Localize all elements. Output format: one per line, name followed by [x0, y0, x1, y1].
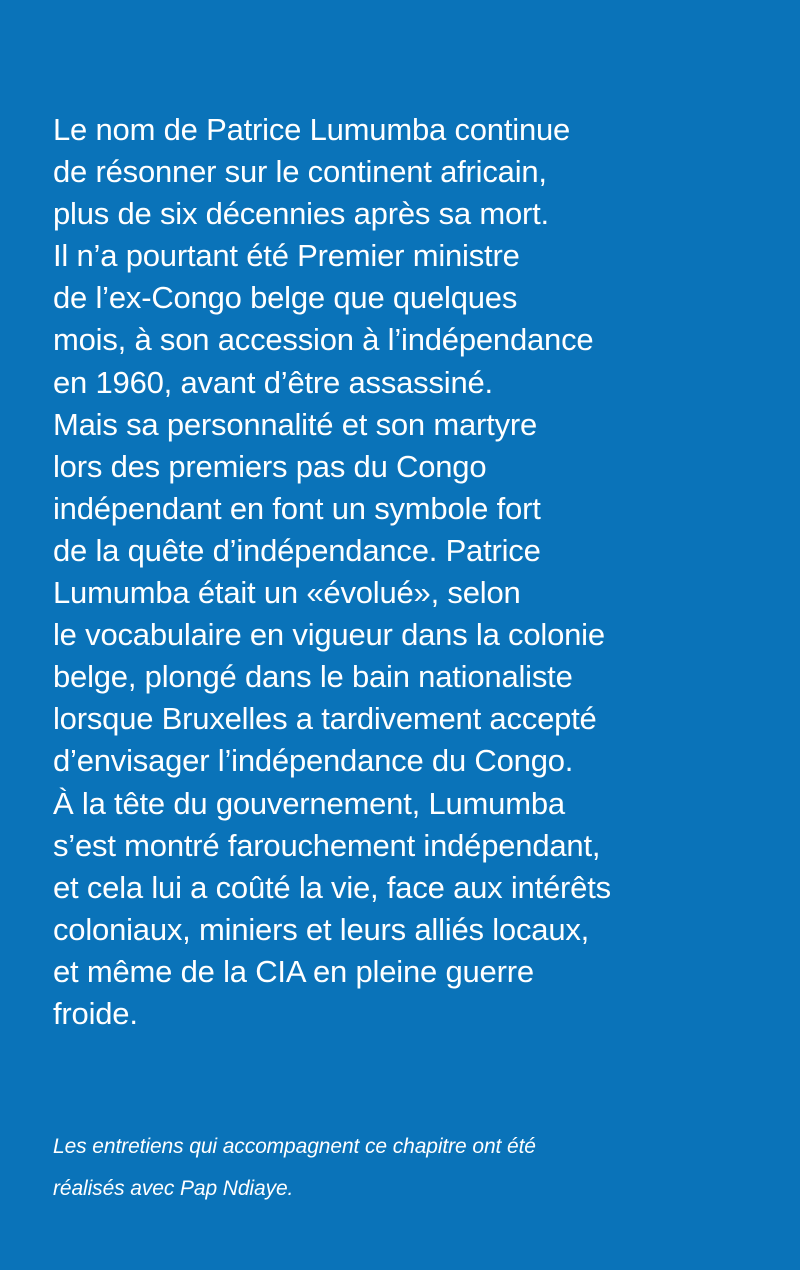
- paragraph-line: lors des premiers pas du Congo: [53, 448, 487, 484]
- footnote-line: réalisés avec Pap Ndiaye.: [53, 1177, 294, 1200]
- footnote-credit: [53, 1126, 536, 1210]
- paragraph-line: de l’ex-Congo belge que quelques: [53, 280, 518, 316]
- paragraph-line: À la tête du gouvernement, Lumumba: [53, 785, 565, 821]
- footnote-line: Les entretiens qui accompagnent ce chapitre ont été: [53, 1135, 536, 1158]
- paragraph-line: belge, plongé dans le bain nationaliste: [53, 659, 573, 695]
- paragraph-line: Lumumba était un «évolué», selon: [53, 575, 521, 611]
- paragraph-line: plus de six décennies après sa mort.: [53, 196, 549, 232]
- paragraph-line: Mais sa personnalité et son martyre: [53, 406, 538, 442]
- paragraph-line: et cela lui a coûté la vie, face aux intérêts: [53, 869, 611, 905]
- paragraph-line: indépendant en font un symbole fort: [53, 490, 541, 526]
- paragraph-line: de la quête d’indépendance. Patrice: [53, 532, 541, 568]
- paragraph-line: le vocabulaire en vigueur dans la colonie: [53, 617, 605, 653]
- paragraph-line: d’envisager l’indépendance du Congo.: [53, 743, 574, 779]
- paragraph-line: coloniaux, miniers et leurs alliés locaux,: [53, 911, 590, 947]
- paragraph-line: de résonner sur le continent africain,: [53, 154, 547, 190]
- paragraph-line: lorsque Bruxelles a tardivement accepté: [53, 701, 597, 737]
- body-paragraph: [53, 109, 611, 1035]
- paragraph-line: froide.: [53, 995, 138, 1031]
- paragraph-line: Il n’a pourtant été Premier ministre: [53, 238, 520, 274]
- paragraph-line: et même de la CIA en pleine guerre: [53, 953, 534, 989]
- paragraph-line: s’est montré farouchement indépendant,: [53, 827, 601, 863]
- paragraph-line: Le nom de Patrice Lumumba continue: [53, 112, 571, 147]
- paragraph-line: mois, à son accession à l’indépendance: [53, 322, 594, 358]
- paragraph-line: en 1960, avant d’être assassiné.: [53, 364, 493, 400]
